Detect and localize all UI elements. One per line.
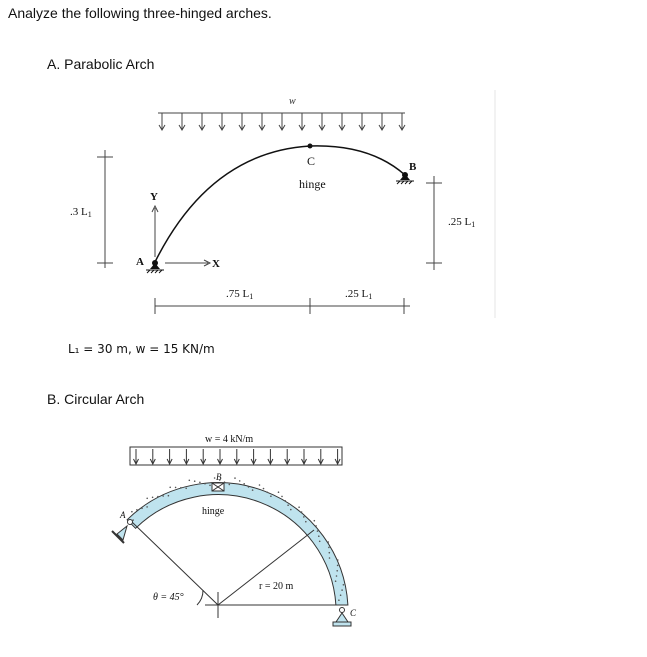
circular-arch-band (127, 483, 348, 605)
distributed-load-b (130, 447, 342, 465)
speckle (204, 483, 206, 485)
speckle (136, 509, 138, 511)
label-y: Y (150, 191, 158, 203)
speckle (209, 485, 211, 487)
label-right-height: .25 L1 (448, 216, 476, 229)
speckle (328, 547, 330, 549)
speckle (189, 480, 191, 482)
speckle (319, 541, 321, 543)
speckle (199, 482, 201, 484)
speckle (180, 487, 182, 489)
speckle (243, 483, 245, 485)
speckle (152, 497, 154, 499)
label-c: C (307, 154, 316, 168)
speckle (328, 541, 330, 543)
speckle (248, 486, 250, 488)
speckle (146, 506, 148, 508)
label-a: A (136, 256, 144, 268)
speckle (194, 480, 196, 482)
speckle (131, 511, 133, 513)
speckle (298, 506, 300, 508)
speckle (345, 604, 347, 606)
speckle (284, 500, 286, 502)
speckle (278, 491, 280, 493)
speckle (315, 525, 317, 527)
label-b: B (409, 161, 417, 173)
part-b-heading: B. Circular Arch (47, 391, 145, 407)
speckle (329, 552, 331, 554)
label-a-circular: A (120, 510, 126, 520)
speckle (336, 575, 338, 577)
label-hinge-b: hinge (202, 506, 225, 517)
label-hinge-a: hinge (299, 177, 326, 191)
label-x: X (212, 258, 220, 270)
speckle (229, 484, 231, 486)
speckle (338, 599, 340, 601)
speckle (169, 487, 171, 489)
label-c-circular: C (350, 608, 357, 618)
speckle (185, 488, 187, 490)
part-a-heading: A. Parabolic Arch (47, 56, 155, 72)
part-a-given-values: L₁ = 30 m, w = 15 KN/m (68, 342, 215, 356)
label-radius: r = 20 m (259, 581, 294, 592)
speckle (252, 489, 254, 491)
speckle (318, 535, 320, 537)
speckle (341, 589, 343, 591)
label-angle: θ = 45° (153, 592, 184, 603)
speckle (343, 584, 345, 586)
label-span-left: .75 L1 (226, 288, 254, 301)
speckle (290, 509, 292, 511)
speckle (162, 495, 164, 497)
speckle (329, 557, 331, 559)
speckle (146, 498, 148, 500)
speckle (141, 508, 143, 510)
speckle (314, 520, 316, 522)
speckle (157, 496, 159, 498)
hinge-b-symbol (212, 483, 224, 491)
problem-prompt: Analyze the following three-hinged arches. (8, 5, 272, 21)
angle-arc (197, 590, 203, 605)
label-b-circular: B (216, 472, 222, 482)
speckle (337, 559, 339, 561)
speckle (281, 496, 283, 498)
label-span-right: .25 L1 (345, 288, 373, 301)
speckle (335, 580, 337, 582)
speckle (287, 504, 289, 506)
speckle (270, 495, 272, 497)
speckle (317, 530, 319, 532)
speckle (175, 487, 177, 489)
speckle (301, 511, 303, 513)
speckle (303, 516, 305, 518)
speckle (340, 594, 342, 596)
speckle (168, 495, 170, 497)
radius-lines (132, 522, 338, 618)
pin-support-a-circular (112, 520, 133, 544)
pin-support-c (333, 608, 351, 627)
speckle (234, 477, 236, 479)
label-left-height: .3 L1 (70, 206, 92, 219)
load-label-w-circular: w = 4 kN/m (205, 434, 254, 445)
speckle (305, 521, 307, 523)
speckle (259, 484, 261, 486)
speckle (239, 480, 241, 482)
speckle (267, 492, 269, 494)
speckle (337, 565, 339, 567)
load-label-w: w (289, 96, 296, 107)
speckle (263, 488, 265, 490)
speckle (336, 570, 338, 572)
